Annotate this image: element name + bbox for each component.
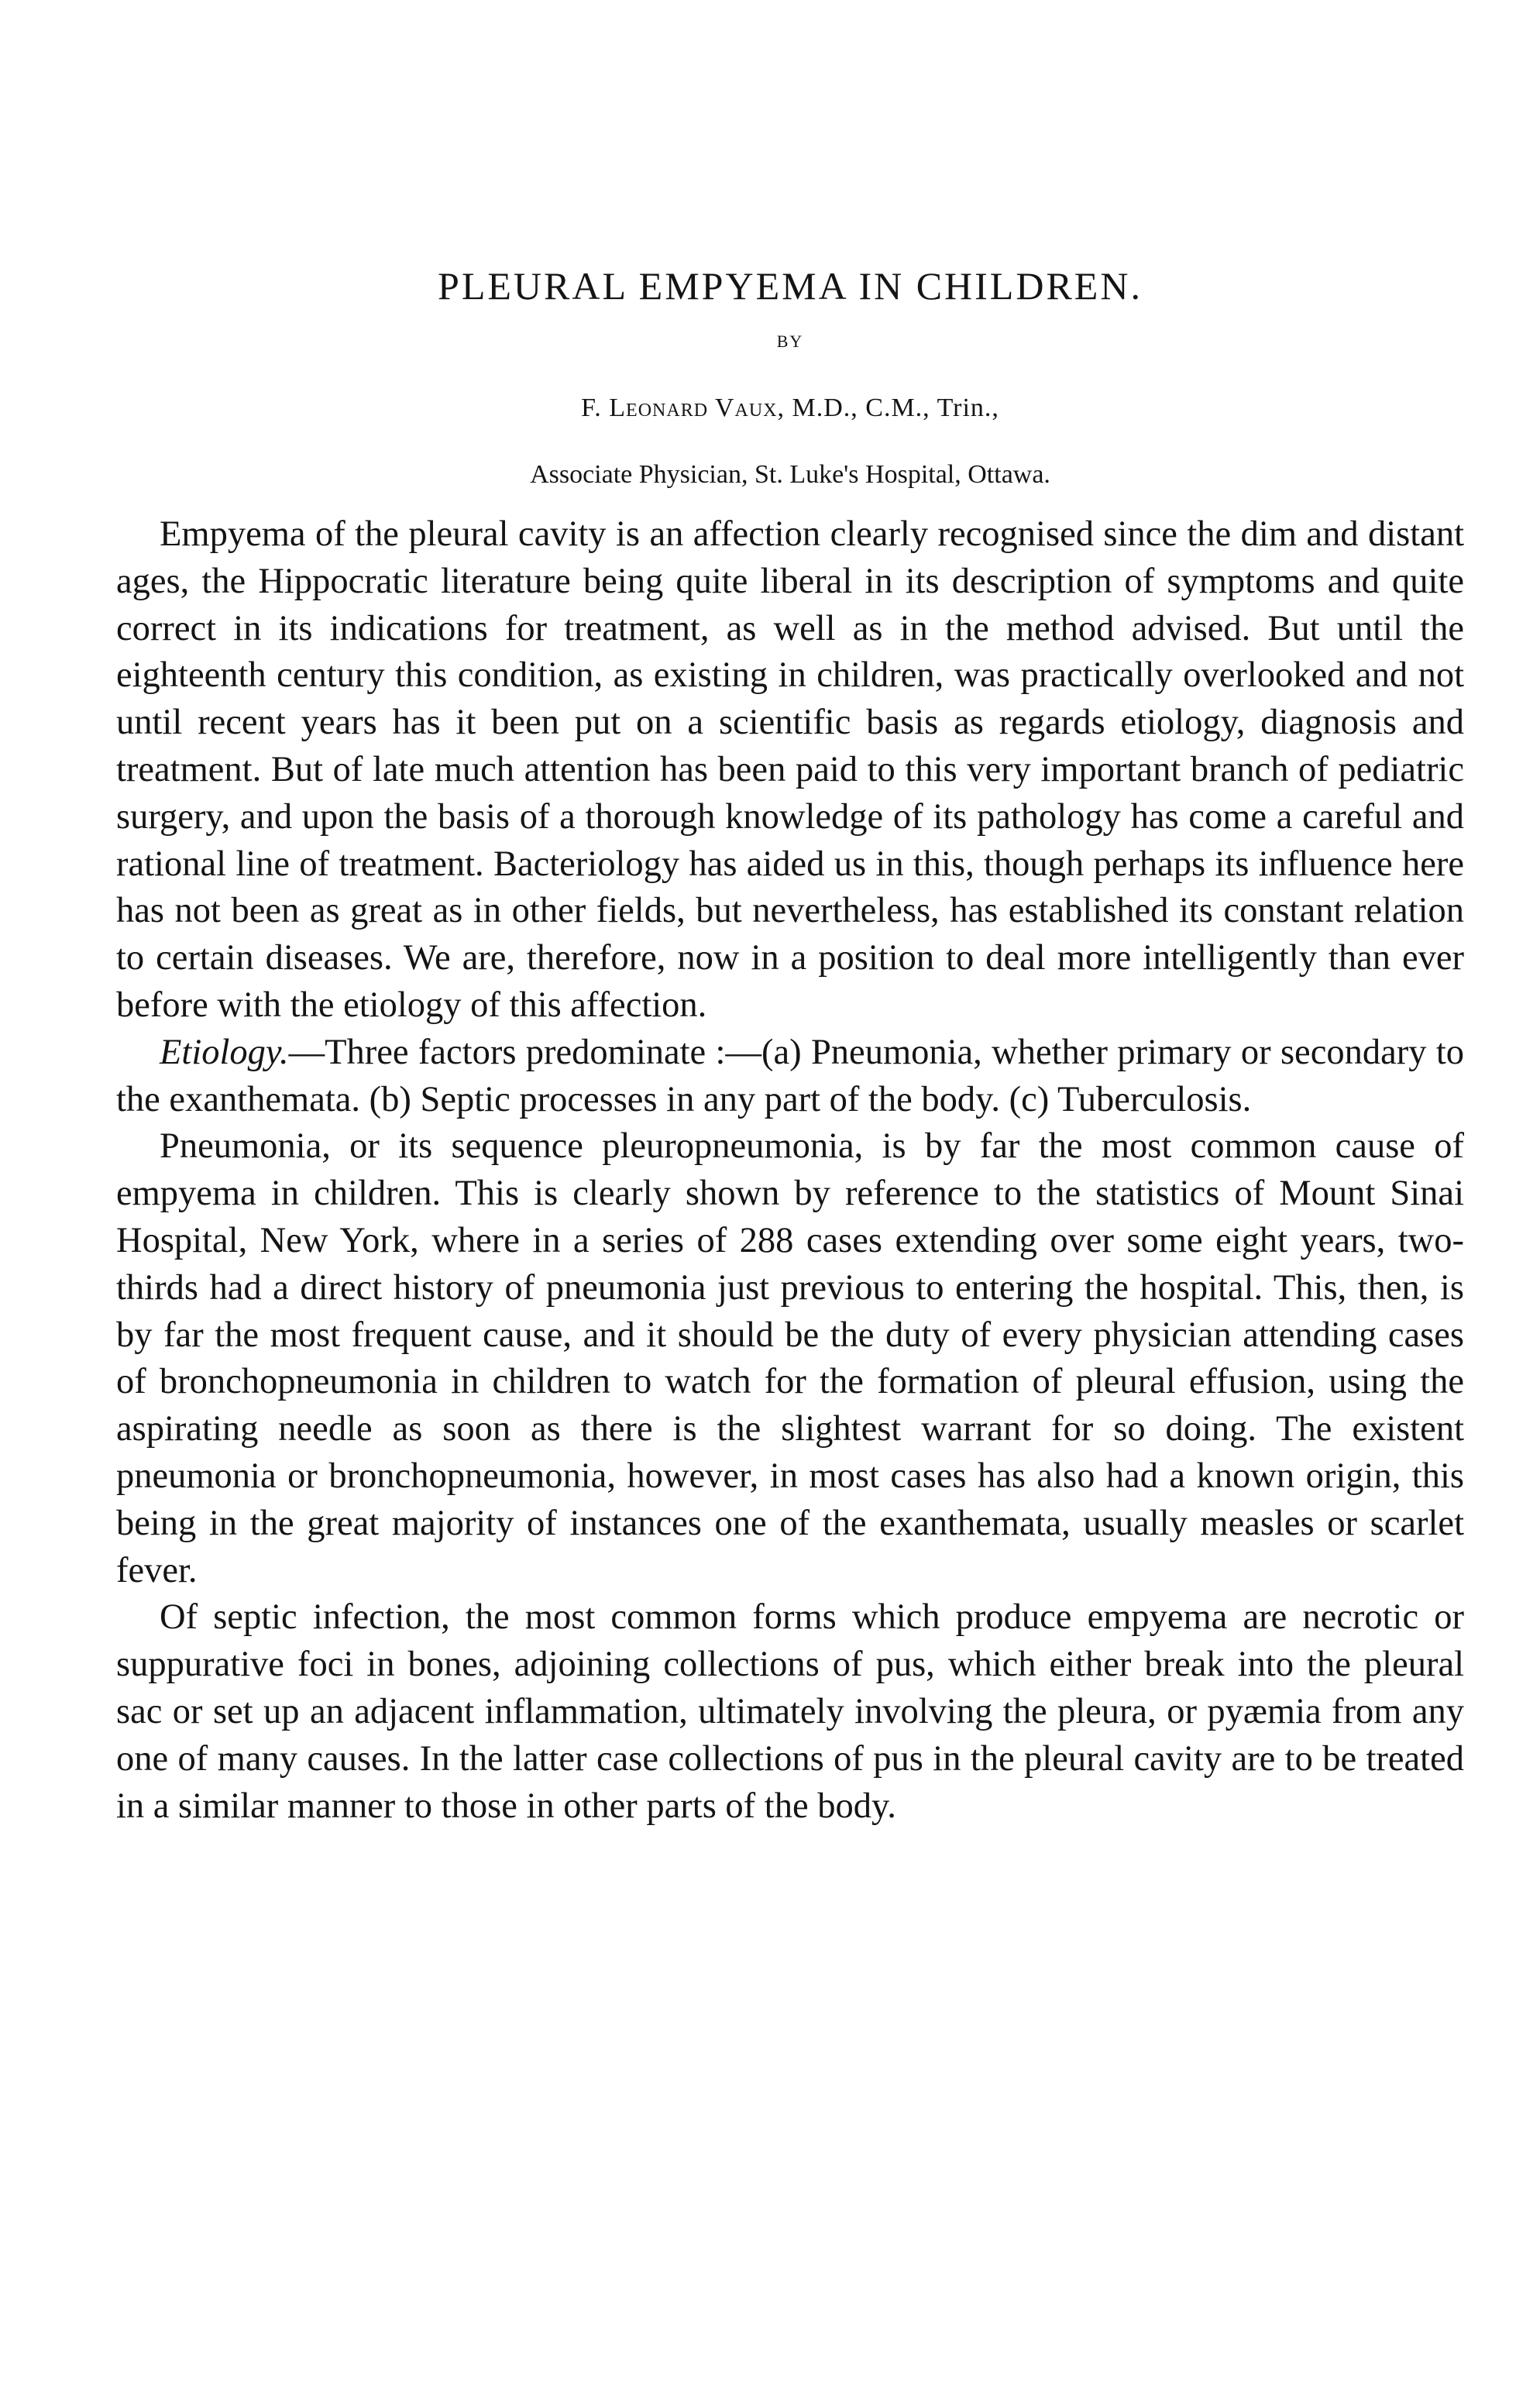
paragraph-etiology: [116, 1030, 1464, 1124]
author-line: [116, 394, 1464, 423]
author-affiliation: Associate Physician, St. Luke's Hospital, Ottawa.: [530, 460, 1050, 489]
author-initial: F.: [581, 394, 602, 422]
document-page: [116, 0, 1464, 2403]
article-body: [116, 511, 1464, 1830]
paragraph-intro: Empyema of the pleural cavity is an affection clearly recognised since the dim and distant ages, the Hippocratic literature being quite liberal in its description of symptoms and quite correct in its indications for treatment, as well as in the method advised. But until the eighteenth century this condition, as existing in children, was practically overlooked and not until recent years has it been put on a scientific basis as regards etiology, diagnosis and treatment. But of late much attention has been paid to this very important branch of pediatric surgery, and upon the basis of a thorough knowledge of its pathology has come a careful and rational line of treatment. Bacteriology has aided us in this, though perhaps its influence here has not been as great as in other fields, but nevertheless, has established its constant relation to certain diseases. We are, therefore, now in a position to deal more intelligently than ever before with the etiology of this affection.: [116, 514, 1464, 1025]
paragraph-pneumonia: Pneumonia, or its sequence pleuropneumonia, is by far the most common cause of empyema in children. This is clearly shown by reference to the statistics of Mount Sinai Hospital, New York, where in a series of 288 cases extending over some eight years, two-thirds had a direct history of pneumonia just previous to entering the hospital. This, then, is by far the most frequent cause, and it should be the duty of every physician attending cases of bronchopneumonia in children to watch for the formation of pleural effusion, using the aspirating needle as soon as there is the slightest warrant for so doing. The existent pneumonia or bronchopneumonia, however, in most cases has also had a known origin, this being in the great majority of instances one of the exanthemata, usually measles or scarlet fever.: [116, 1126, 1464, 1590]
author-name: Leonard Vaux: [609, 394, 778, 422]
author-degrees: , M.D., C.M., Trin.,: [777, 394, 999, 422]
article-title: PLEURAL EMPYEMA IN CHILDREN.: [438, 264, 1143, 308]
paragraph-septic: Of septic infection, the most common forms which produce empyema are necrotic or suppurative foci in bones, adjoining collections of pus, which either break into the pleural sac or set up an adjacent inflammation, ultimately involving the pleura, or pyæmia from any one of many causes. In the latter case collections of pus in the pleural cavity are to be treated in a similar manner to those in other parts of the body.: [116, 1597, 1464, 1826]
section-heading-etiology: Etiology.: [160, 1032, 289, 1072]
byline-by: BY: [776, 332, 804, 351]
paragraph-etiology-text: —Three factors predominate :—(a) Pneumonia, whether primary or secondary to the exanthemata. (b) Septic processes in any part of the body. (c) Tuberculosis.: [116, 1032, 1464, 1119]
